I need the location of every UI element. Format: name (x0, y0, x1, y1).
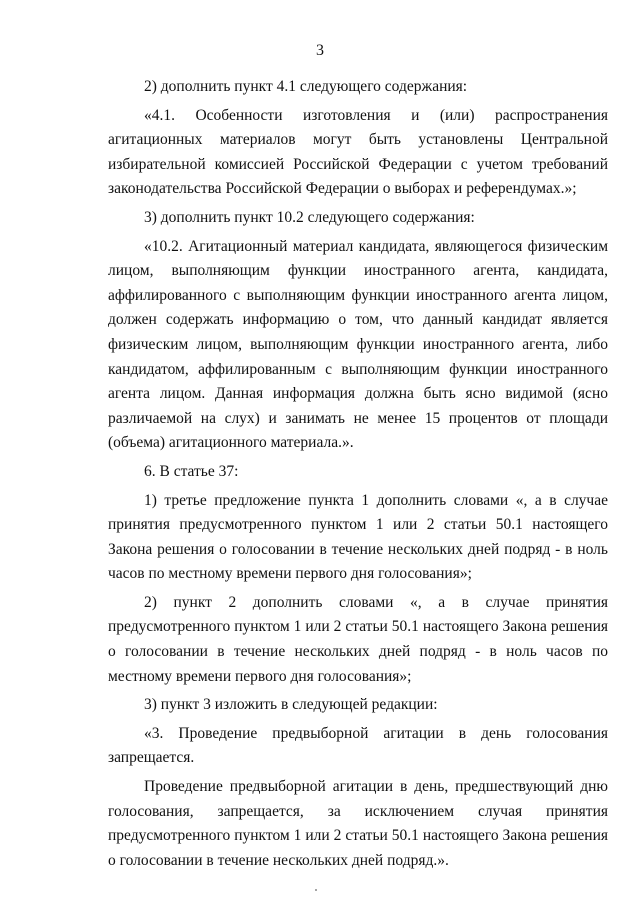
paragraph-8: 3) пункт 3 изложить в следующей редакции: (144, 696, 438, 714)
paragraph-5: 6. В статье 37: (144, 462, 239, 480)
paragraph-1: 2) дополнить пункт 4.1 следующего содержания: (144, 78, 468, 95)
paragraph-10: Проведение предвыборной агитации в день, предшествующий дню голосования, запрещается, за исключением случая принятия предусмотренного пунктом 1 или 2 статьи 50.1 настоящего Закона решения о голосовании в течение нескольких дней подряд.». (108, 778, 608, 869)
scan-speck (315, 889, 317, 891)
paragraph-9: «3. Проведение предвыборной агитации в день голосования запрещается. (108, 724, 608, 767)
paragraph-4: «10.2. Агитационный материал кандидата, являющегося физическим лицом, выполняющим функции иностранного агента, кандидата, аффилированного с выполняющим функции иностранного агента лицом, должен содержать информацию о том, что данный кандидат является физическим лицом, выполняющим функции иностранного агента, либо кандидатом, аффилированным с выполняющим функции иностранного агента лицом. Данная информация должна быть ясно видимой (ясно различаемой на слух) и занимать не менее 15 процентов от площади (объема) агитационного материала.». (108, 237, 608, 452)
paragraph-7: 2) пункт 2 дополнить словами «, а в случае принятия предусмотренного пунктом 1 или 2 статьи 50.1 настоящего Закона решения о голосовании в течение нескольких дней подряд - в ноль часов по местному времени первого дня голосования»; (108, 593, 608, 685)
page-number: 3 (316, 42, 324, 59)
paragraph-3: 3) дополнить пункт 10.2 следующего содержания: (144, 208, 475, 226)
document-body (108, 75, 608, 877)
paragraph-2: «4.1. Особенности изготовления и (или) распространения агитационных материалов могут быть установлены Центральной избирательной комиссией Российской Федерации с учетом требований законодательства Российской Федерации о выборах и референдумах.»; (108, 106, 608, 198)
paragraph-6: 1) третье предложение пункта 1 дополнить словами «, а в случае принятия предусмотренного пунктом 1 или 2 статьи 50.1 настоящего Закона решения о голосовании в течение нескольких дней подряд - в ноль часов по местному времени первого дня голосования»; (108, 491, 608, 583)
